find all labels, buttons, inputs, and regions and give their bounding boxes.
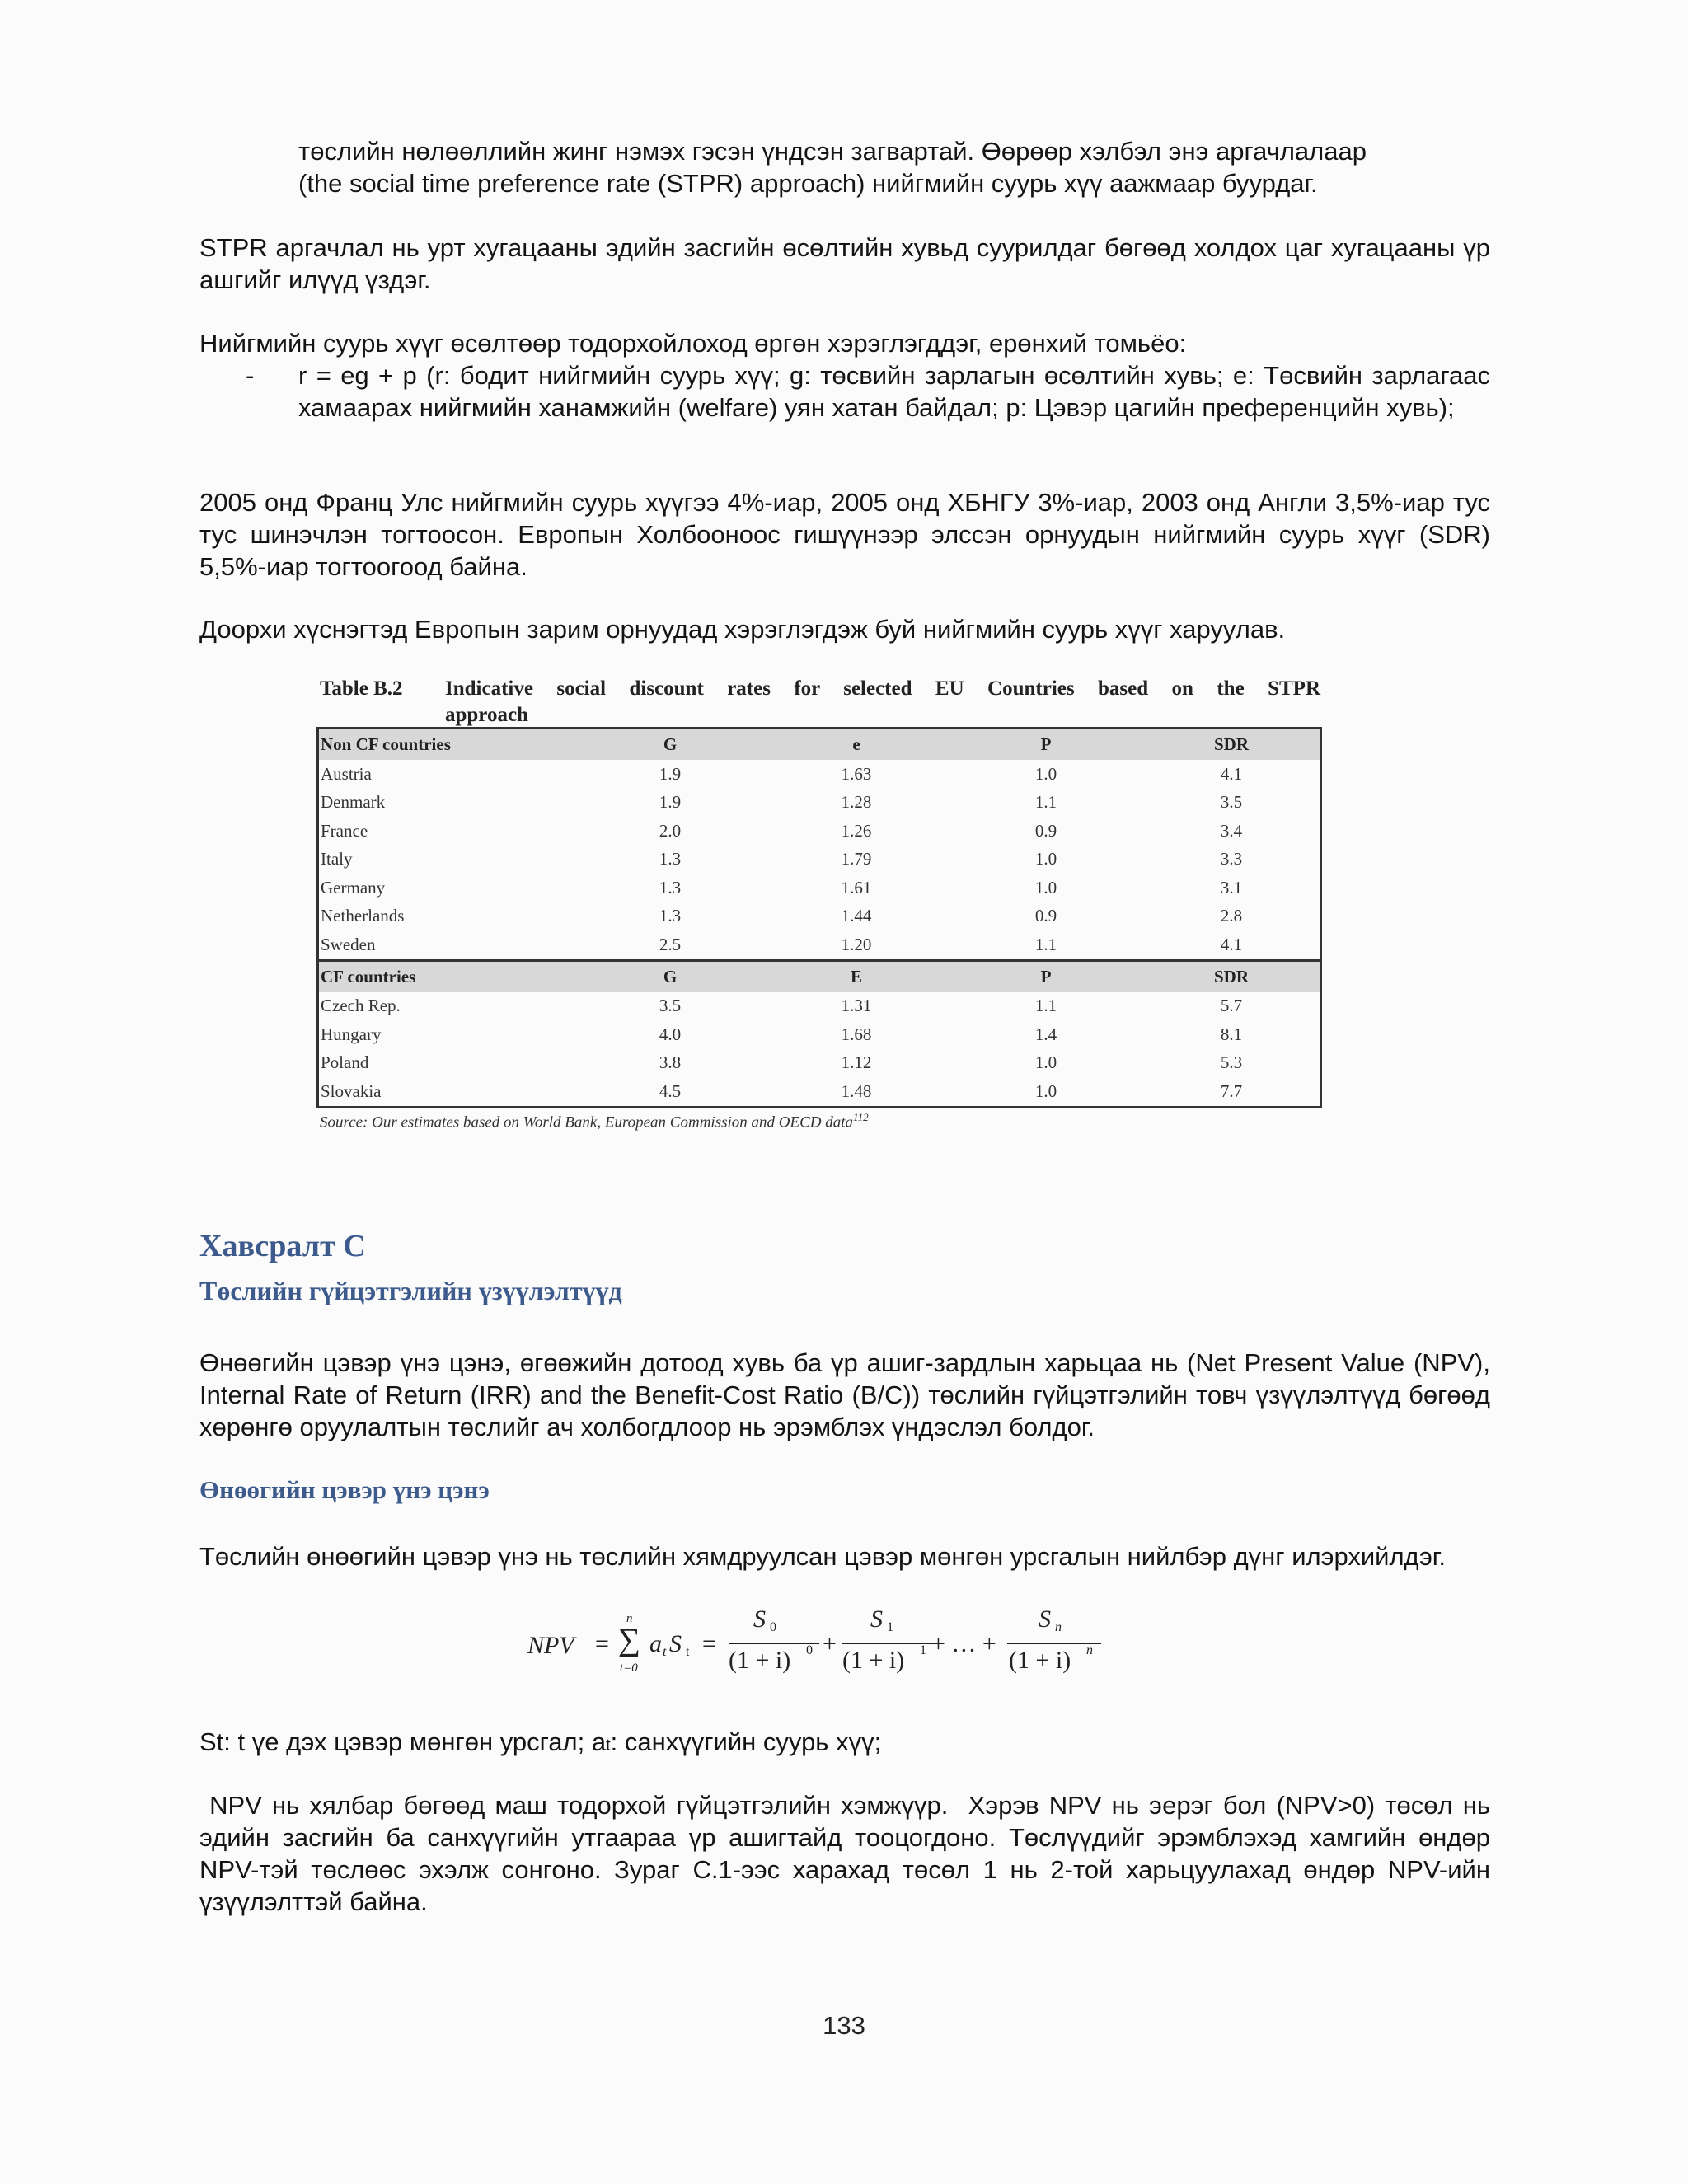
formula-intro-paragraph: Нийгмийн суурь хүүг өсөлтөөр тодорхойлоход өргөн хэрэглэгддэг, ерөнхий томьёо: [199, 329, 1187, 358]
formula-term0-den: (1 + i) [729, 1647, 791, 1674]
table-cell: 1.0 [1034, 763, 1057, 784]
table-cell: Austria [321, 763, 372, 784]
intro-line-2: (the social time preference rate (STPR) approach) нийгмийн суурь хүү аажмаар буурдаг. [298, 169, 1318, 198]
table-cell: Czech Rep. [321, 996, 401, 1016]
table-caption-line-1: Indicative social discount rates for selected EU Countries based on the STPR [445, 677, 1320, 700]
bullet-dash: - [246, 361, 255, 390]
table-cell: 3.1 [1220, 877, 1243, 898]
table-source-text: Source: Our estimates based on World Bank, European Commission and OECD data [320, 1113, 854, 1132]
table-cell: 1.1 [1034, 996, 1057, 1016]
table-cell: Hungary [321, 1024, 382, 1044]
table-row [318, 874, 1321, 902]
table-cell: 5.7 [1220, 996, 1243, 1016]
table-cell: 8.1 [1220, 1024, 1243, 1044]
formula-dots: + … + [931, 1630, 996, 1657]
formula-sum-lower: t=0 [620, 1661, 638, 1675]
table-cell: 1.31 [841, 996, 872, 1016]
table-cell: 1.1 [1034, 934, 1057, 954]
table-cell: 4.1 [1220, 763, 1243, 784]
table-cell: 3.5 [1220, 792, 1243, 813]
table-row [318, 817, 1321, 846]
table-cell: 1.20 [841, 934, 872, 954]
table-row [318, 846, 1321, 874]
npv-heading: Өнөөгийн цэвэр үнэ цэнэ [199, 1475, 490, 1504]
table-cell: 0.9 [1034, 906, 1057, 926]
table-cell: 1.68 [841, 1024, 872, 1044]
table-number: Table B.2 [320, 677, 403, 700]
bullet-text: r = eg + p (r: бодит нийгмийн суурь хүү; g: төсвийн зарлагын өсөлтийн хувь; e: Төсвийн зарлагаас хамаарах нийгмийн ханамжийн (welfare) уян хатан байдал; p: Цэвэр цагийн преференцийн хувь); [298, 361, 1490, 422]
rates-paragraph: 2005 онд Франц Улс нийгмийн суурь хүүгээ 4%-иар, 2005 онд ХБНГУ 3%-иар, 2003 онд Англи 3,5%-иар тус тус шинэчлэн тогтоосон. Европын Холбооноос гишүүнээр элссэн орнуудын нийгмийн суурь хүүг (SDR) 5,5%-иар тогтоогоод байна. [199, 488, 1490, 581]
header-cell: Non CF countries [318, 729, 577, 761]
formula-sum-upper: n [626, 1612, 633, 1625]
table-intro-paragraph: Доорхи хүснэгтэд Европын зарим орнуудад хэрэглэгдэж буй нийгмийн суурь хүүг харуулав. [199, 615, 1286, 644]
header-cell: P [949, 960, 1142, 992]
table-cell: 2.5 [659, 934, 682, 954]
header-cell: E [762, 960, 949, 992]
table-cell: France [321, 820, 368, 841]
table-section-header-row [318, 960, 1321, 992]
table-cell: 1.9 [659, 792, 682, 813]
formula-lhs: NPV [528, 1632, 574, 1659]
table-source [320, 1111, 869, 1132]
formula-sigma: ∑ [618, 1623, 641, 1657]
table-cell: 1.3 [659, 906, 682, 926]
table-header-row [318, 729, 1321, 761]
symbols-paragraph [199, 1726, 1490, 1762]
formula-plus: + [823, 1630, 837, 1657]
table-cell: 1.0 [1034, 1052, 1057, 1073]
table-cell: Slovakia [321, 1080, 382, 1101]
header-cell: CF countries [318, 960, 577, 992]
appendix-title: Хавсралт C [199, 1229, 366, 1263]
formula-term0-num: S [753, 1605, 766, 1633]
header-cell: G [576, 729, 762, 761]
table-row [318, 1077, 1321, 1107]
table-cell: 4.5 [659, 1080, 682, 1101]
table-cell: 3.5 [659, 996, 682, 1016]
table-cell: 3.3 [1220, 849, 1243, 869]
formula-term0-num-sub: 0 [770, 1620, 776, 1634]
formula-s-sub: t [686, 1645, 690, 1659]
table-cell: 1.0 [1034, 849, 1057, 869]
table-cell: 3.8 [659, 1052, 682, 1073]
table-cell: 1.12 [841, 1052, 872, 1073]
table-cell: 5.3 [1220, 1052, 1243, 1073]
table-cell: 4.1 [1220, 934, 1243, 954]
formula-termn-den: (1 + i) [1009, 1647, 1071, 1674]
table-cell: 2.0 [659, 820, 682, 841]
npv-definition-paragraph: Төслийн өнөөгийн цэвэр үнэ нь төслийн хямдруулсан цэвэр мөнгөн урсгалын нийлбэр дүнг илэрхийлдэг. [199, 1542, 1446, 1571]
table-cell: 1.0 [1034, 877, 1057, 898]
table-cell: 1.44 [841, 906, 872, 926]
table-cell: 1.3 [659, 877, 682, 898]
table-cell: 7.7 [1220, 1080, 1243, 1101]
page-number: 133 [823, 2011, 865, 2040]
table-cell: 1.3 [659, 849, 682, 869]
formula-term1-num: S [870, 1605, 883, 1633]
header-cell: e [762, 729, 949, 761]
table-source-footnote: 112 [853, 1111, 869, 1123]
table-cell: 1.26 [841, 820, 872, 841]
stpr-paragraph: STPR аргачлал нь урт хугацааны эдийн засгийн өсөлтийн хувьд суурилдаг бөгөөд холдох цаг хугацааны үр ашгийг илүүд үздэг. [199, 233, 1490, 294]
header-cell: SDR [1142, 729, 1321, 761]
table-row [318, 1020, 1321, 1049]
formula-termn-exp: n [1086, 1643, 1093, 1657]
symbols-part-2: : санхүүгийн суурь хүү; [610, 1727, 882, 1756]
table-row [318, 1049, 1321, 1078]
table-cell: Italy [321, 849, 353, 869]
table-cell: Germany [321, 877, 386, 898]
table-row [318, 930, 1321, 960]
formula-term1-exp: 1 [920, 1643, 926, 1657]
intro-line-1: төслийн нөлөөллийн жинг нэмэх гэсэн үндсэн загвартай. Өөрөөр хэлбэл энэ аргачлалаар [298, 137, 1367, 166]
table-cell: 1.28 [841, 792, 872, 813]
table-cell: Poland [321, 1052, 369, 1073]
table-caption-line-2: approach [445, 704, 528, 726]
formula-a: a [649, 1630, 662, 1657]
formula-term0-exp: 0 [806, 1643, 813, 1657]
table-cell: 3.4 [1220, 820, 1243, 841]
table-cell: Netherlands [321, 906, 405, 926]
indicators-paragraph: Өнөөгийн цэвэр үнэ цэнэ, өгөөжийн дотоод хувь ба үр ашиг-зардлын харьцаа нь (Net Present Value (NPV), Internal Rate of Return (IRR) and the Benefit-Cost Ratio (B/C)) төслийн гүйцэтгэлийн товч үзүүлэлтүүд бөгөөд хөрөнгө оруулалтын төслийг ач холбогдлоор нь эрэмблэх үндэслэл болдог. [199, 1348, 1490, 1441]
table-cell: Denmark [321, 792, 386, 813]
npv-usage-paragraph: NPV нь хялбар бөгөөд маш тодорхой гүйцэтгэлийн хэмжүүр. Хэрэв NPV нь эерэг бол (NPV>0) төсөл нь эдийн засгийн ба санхүүгийн утгаараа үр ашигтайд тооцогдоно. Төслүүдийг эрэмблэхэд хамгийн өндөр NPV-тэй төслөөс эхэлж сонгоно. Зураг C.1-ээс харахад төсөл 1 нь 2-той харьцуулахад өндөр NPV-ийн үзүүлэлттэй байна. [199, 1791, 1498, 1916]
table-cell: 1.9 [659, 763, 682, 784]
table-row [318, 760, 1321, 789]
table-cell: 1.1 [1034, 792, 1057, 813]
header-cell: SDR [1142, 960, 1321, 992]
header-cell: G [576, 960, 762, 992]
table-cell: 1.63 [841, 763, 872, 784]
discount-rate-table [316, 727, 1322, 1108]
table-cell: 1.79 [841, 849, 872, 869]
formula-eq-1: = [595, 1630, 609, 1657]
table-cell: 1.0 [1034, 1080, 1057, 1101]
table-cell: 0.9 [1034, 820, 1057, 841]
header-cell: P [949, 729, 1142, 761]
table-cell: 1.4 [1034, 1024, 1057, 1044]
formula-s: S [669, 1630, 682, 1657]
table-cell: 2.8 [1220, 906, 1243, 926]
table-row [318, 992, 1321, 1021]
formula-term1-num-sub: 1 [887, 1620, 893, 1634]
formula-a-sub: t [663, 1645, 667, 1659]
table-row [318, 902, 1321, 931]
formula-termn-num-sub: n [1055, 1620, 1062, 1634]
table-cell: 4.0 [659, 1024, 682, 1044]
formula-term1-den: (1 + i) [842, 1647, 905, 1674]
npv-formula [524, 1602, 1101, 1685]
formula-termn-num: S [1039, 1605, 1051, 1633]
table-row [318, 789, 1321, 818]
table-cell: 1.61 [841, 877, 872, 898]
formula-eq-2: = [702, 1630, 716, 1657]
table-cell: Sweden [321, 934, 376, 954]
table-cell: 1.48 [841, 1080, 872, 1101]
symbols-sub: t [606, 1736, 611, 1755]
appendix-subtitle: Төслийн гүйцэтгэлийн үзүүлэлтүүд [199, 1276, 622, 1305]
symbols-part-1: St: t үе дэх цэвэр мөнгөн урсгал; a [199, 1727, 607, 1756]
